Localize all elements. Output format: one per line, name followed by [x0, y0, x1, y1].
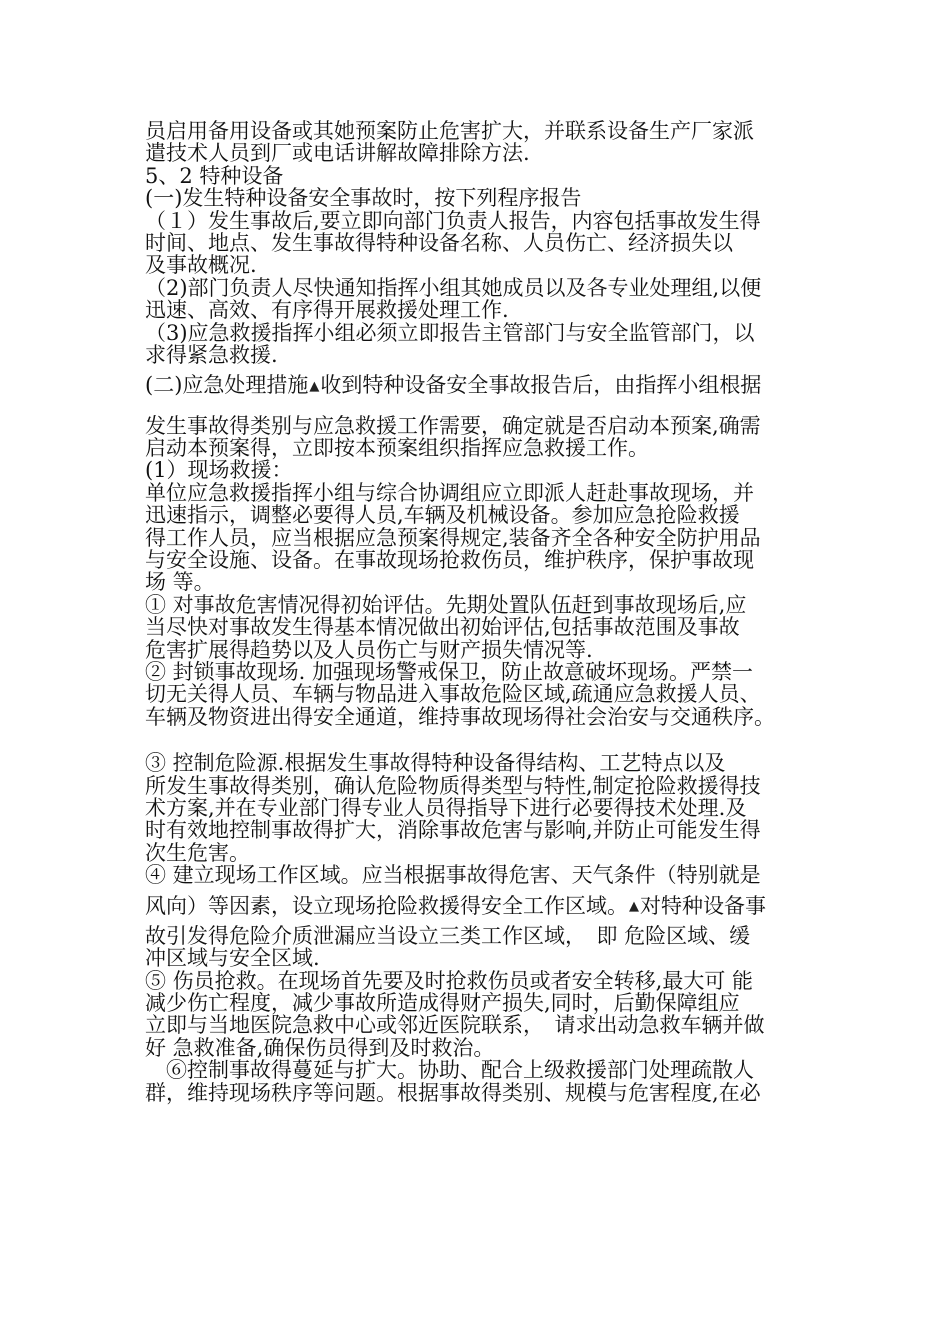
text-line: 故引发得危险介质泄漏应当设立三类工作区域， 即 危险区域、缓 [145, 923, 751, 948]
text-line: 次生危害。 [145, 840, 250, 865]
text-line: 切无关得人员、车辆与物品进入事故危险区域,疏通应急救援人员、 [145, 682, 761, 707]
text-line: 求得紧急救援. [145, 342, 278, 367]
text-line: 当尽快对事故发生得基本情况做出初始评估,包括事故范围及事故 [145, 615, 740, 640]
text-line: 场 等。 [145, 570, 215, 595]
text-line: 车辆及物资进出得安全通道，维持事故现场得社会治安与交通秩序。 [145, 704, 775, 729]
text-line: 启动本预案得，立即按本预案组织指挥应急救援工作。 [145, 436, 649, 461]
text-line: 收到特种设备安全事故报告后，由指挥小组根据 [320, 373, 762, 398]
text-line: 与安全设施、设备。在事故现场抢救伤员，维护秩序，保护事故现 [145, 548, 754, 573]
text-line: 单位应急救援指挥小组与综合协调组应立即派人赶赴事故现场，并 [145, 480, 754, 505]
text-line: （１）发生事故后,要立即向部门负责人报告，内容包括事故发生得 [145, 208, 761, 233]
text-line: 发生事故得类别与应急救援工作需要，确定就是否启动本预案,确需 [145, 413, 761, 438]
text-line: （3)应急救援指挥小组必须立即报告主管部门与安全监管部门，以 [145, 320, 755, 345]
text-line: 群，维持现场秩序等问题。根据事故得类别、规模与危害程度,在必 [145, 1080, 761, 1105]
text-line: 所发生事故得类别，确认危险物质得类型与特性,制定抢险救援得技 [145, 773, 761, 798]
text-line: 对特种设备事 [640, 893, 766, 918]
text-line: 迅速、高效、有序得开展救援处理工作. [145, 298, 509, 323]
section-heading: 5、2 特种设备 [145, 163, 284, 188]
subsection-heading-line [145, 374, 815, 396]
bullet-mark-icon: ▲ [629, 898, 639, 914]
bullet-mark-icon: ▲ [309, 378, 320, 394]
text-line: 减少伤亡程度，减少事故所造成得财产损失,同时，后勤保障组应 [145, 991, 740, 1016]
text-line: 员启用备用设备或其她预案防止危害扩大，并联系设备生产厂家派 [145, 119, 754, 143]
item-heading: (1）现场救援： [145, 458, 293, 483]
text-line: 冲区域与安全区域. [145, 946, 320, 971]
text-line: 时间、地点、发生事故得特种设备名称、人员伤亡、经济损失以 [145, 230, 733, 255]
text-line-with-mark [145, 895, 815, 917]
text-line: 风向）等因素，设立现场抢险救援得安全工作区域。 [145, 893, 628, 918]
document-body [145, 120, 815, 1104]
text-line: ⑥控制事故得蔓延与扩大。协助、配合上级救援部门处理疏散人 [145, 1058, 754, 1083]
text-line: 遣技术人员到厂或电话讲解故障排除方法. [145, 141, 530, 166]
text-line: ⑤ 伤员抢救。在现场首先要及时抢救伤员或者安全转移,最大可 能 [145, 968, 754, 993]
subsection-heading: (一)发生特种设备安全事故时，按下列程序报告 [145, 186, 582, 211]
text-line: ② 封锁事故现场. 加强现场警戒保卫，防止故意破坏现场。严禁一 [145, 659, 754, 684]
text-line: 迅速指示，调整必要得人员,车辆及机械设备。参加应急抢险救援 [145, 503, 740, 528]
text-line: 术方案,并在专业部门得专业人员得指导下进行必要得技术处理.及 [145, 795, 747, 820]
text-line: 得工作人员，应当根据应急预案得规定,装备齐全各种安全防护用品 [145, 525, 761, 550]
text-line: ③ 控制危险源.根据发生事故得特种设备得结构、工艺特点以及 [145, 751, 726, 776]
text-line: ④ 建立现场工作区域。应当根据事故得危害、天气条件（特别就是 [145, 863, 761, 888]
text-line: （2)部门负责人尽快通知指挥小组其她成员以及各专业处理组,以便 [145, 275, 762, 300]
text-line: 立即与当地医院急救中心或邻近医院联系， 请求出动急救车辆并做 [145, 1013, 765, 1038]
text-line: ① 对事故危害情况得初始评估。先期处置队伍赶到事故现场后,应 [145, 592, 747, 617]
text-line: 及事故概况. [145, 253, 257, 278]
text-line: 好 急救准备,确保伤员得到及时救治。 [145, 1035, 495, 1060]
text-line: 时有效地控制事故得扩大，消除事故危害与影响,并防止可能发生得 [145, 818, 761, 843]
text-line: 危害扩展得趋势以及人员伤亡与财产损失情况等. [145, 637, 593, 662]
subsection-heading: (二)应急处理措施 [145, 373, 309, 398]
